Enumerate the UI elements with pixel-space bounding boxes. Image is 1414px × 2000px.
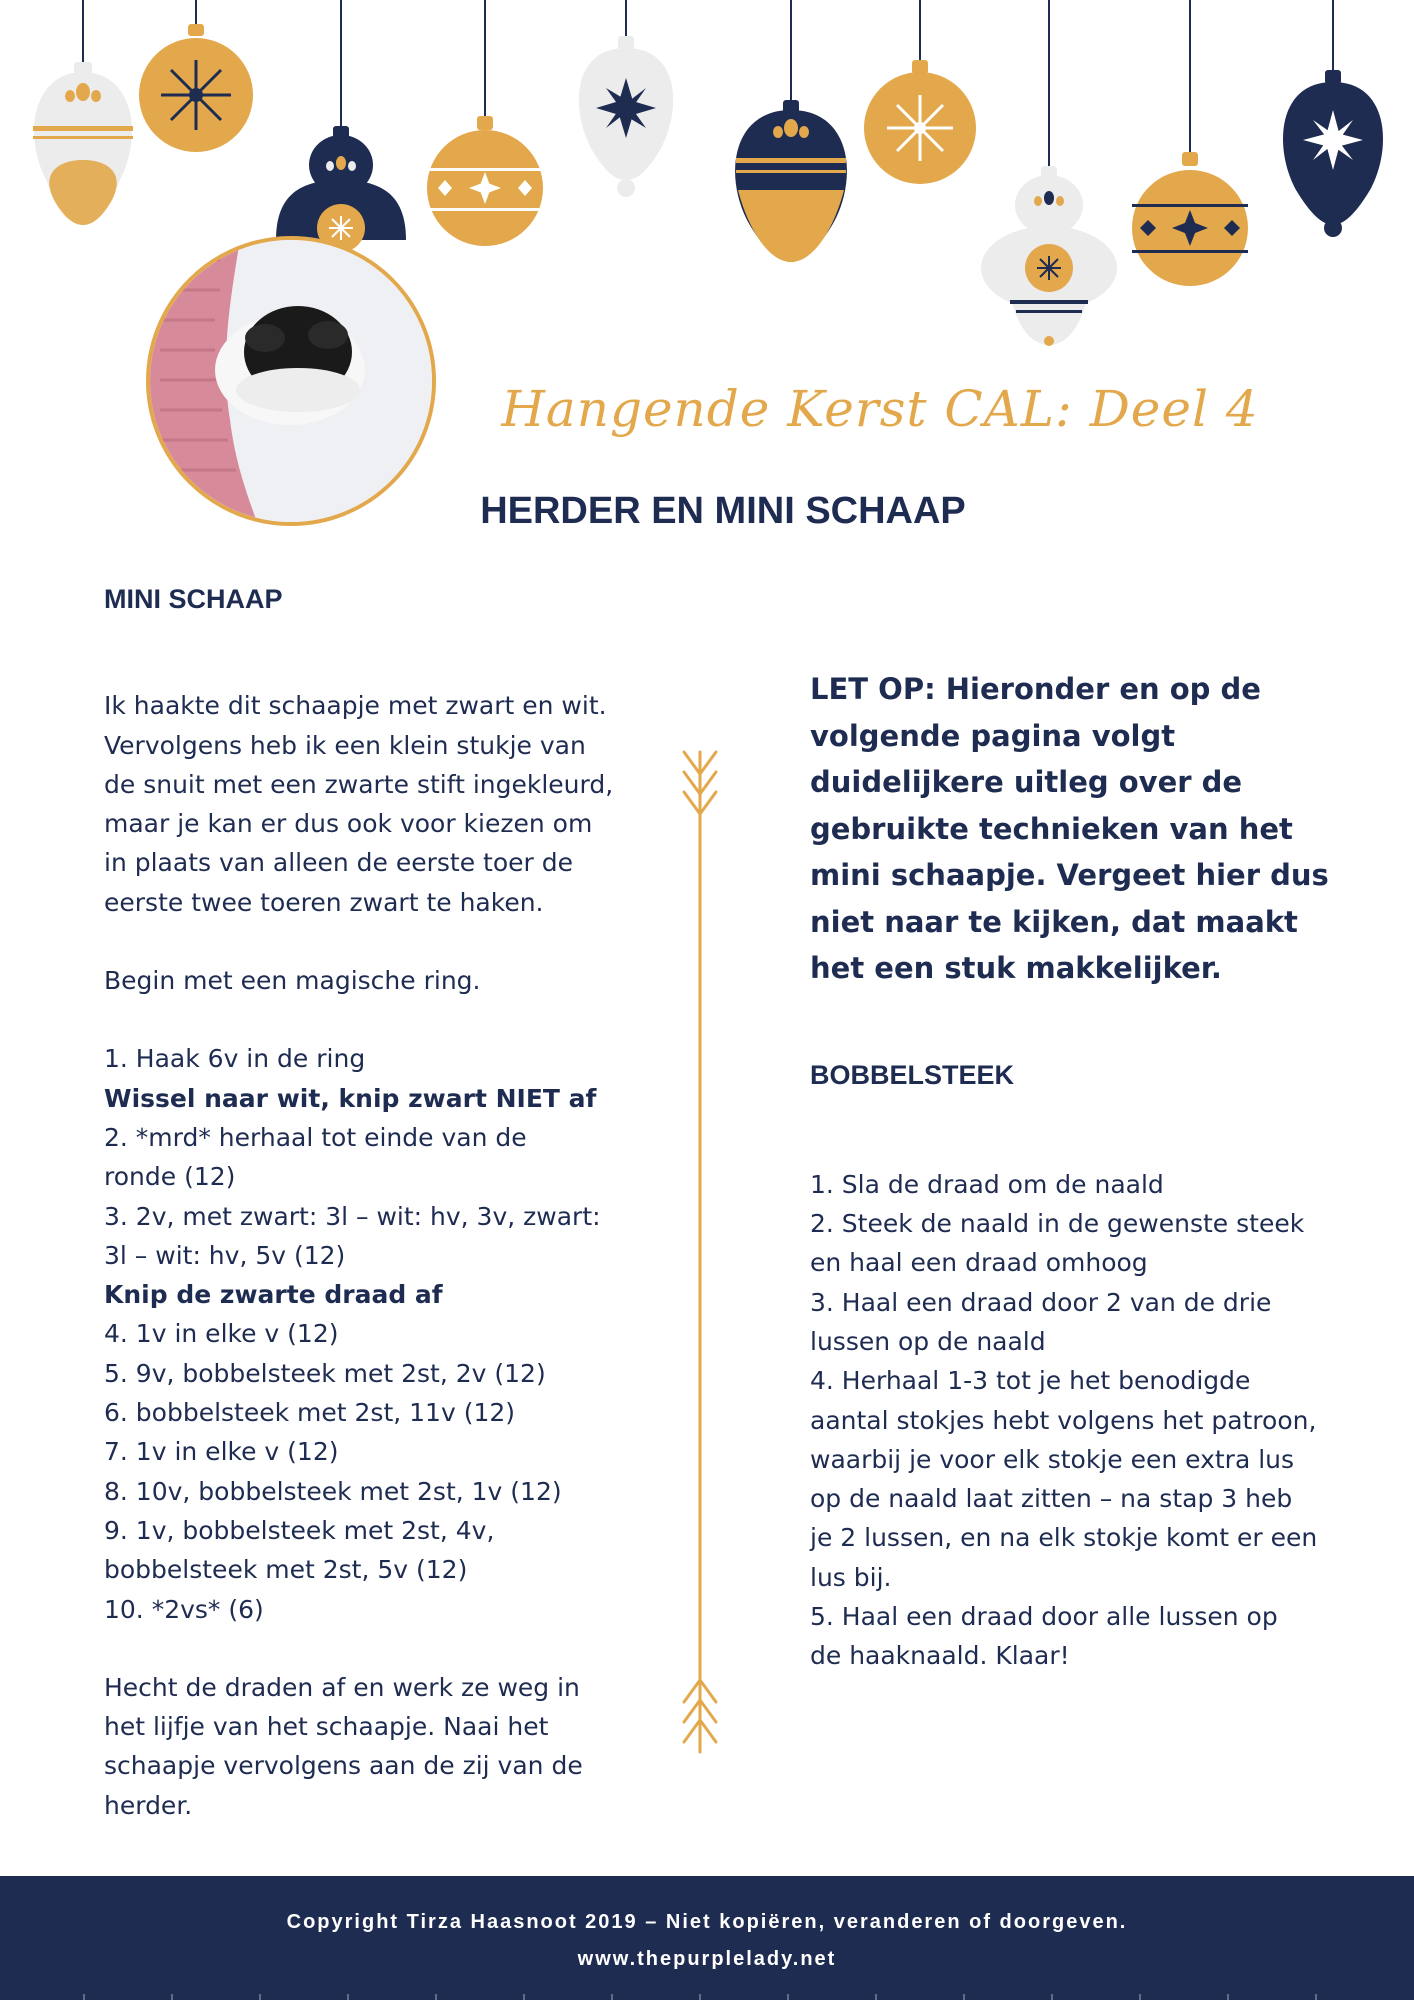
warning-line: volgende pagina volgt [810, 718, 1176, 753]
left-column [104, 580, 624, 1825]
text-line: eerste twee toeren zwart te haken. [104, 887, 544, 917]
footer [0, 1876, 1414, 2000]
ornament-gold-snowflake [139, 24, 253, 152]
step-line: waarbij je voor elk stokje een extra lus [810, 1444, 1295, 1474]
step-line: 3l – wit: hv, 5v (12) [104, 1240, 346, 1270]
step-line: je 2 lussen, en na elk stokje komt er een [810, 1523, 1318, 1553]
sheep-photo-image [150, 240, 436, 526]
step-line: op de naald laat zitten – na stap 3 heb [810, 1484, 1293, 1514]
ornament-gold-round [427, 116, 543, 246]
sheep-photo [146, 236, 436, 526]
text-line: in plaats van alleen de eerste toer de [104, 848, 573, 878]
step-line: 8. 10v, bobbelsteek met 2st, 1v (12) [104, 1476, 562, 1506]
step-line: aantal stokjes hebt volgens het patroon, [810, 1405, 1317, 1435]
step-line: ronde (12) [104, 1162, 236, 1192]
text-line: maar je kan er dus ook voor kiezen om [104, 809, 593, 839]
step-line: 5. 9v, bobbelsteek met 2st, 2v (12) [104, 1358, 546, 1388]
step-line: Wissel naar wit, knip zwart NIET af [104, 1083, 597, 1113]
step-line: lussen op de naald [810, 1326, 1046, 1356]
step-line: 4. 1v in elke v (12) [104, 1319, 339, 1349]
copyright-text: Copyright Tirza Haasnoot 2019 – Niet kopiëren, veranderen of doorgeven. [286, 1911, 1128, 1933]
step-line: 6. bobbelsteek met 2st, 11v (12) [104, 1398, 516, 1428]
ornament-white-egg [33, 62, 133, 225]
step-line: 7. 1v in elke v (12) [104, 1437, 339, 1467]
ornament-white-drop [579, 36, 673, 197]
text-line: Ik haakte dit schaapje met zwart en wit. [104, 691, 607, 721]
warning-line: niet naar te kijken, dat maakt [810, 904, 1298, 939]
section-heading-bobbelsteek: BOBBELSTEEK [810, 1059, 1015, 1090]
text-line: het lijfje van het schaapje. Naai het [104, 1712, 549, 1742]
step-line: de haaknaald. Klaar! [810, 1641, 1070, 1671]
step-line: 1. Sla de draad om de naald [810, 1169, 1164, 1199]
step-line: en haal een draad omhoog [810, 1248, 1148, 1278]
step-line: 5. Haal een draad door alle lussen op [810, 1602, 1278, 1632]
step-line: Knip de zwarte draad af [104, 1280, 443, 1310]
footer-tick-marks [0, 1994, 1414, 2000]
step-line: 10. *2vs* (6) [104, 1594, 264, 1624]
text-line: Vervolgens heb ik een klein stukje van [104, 730, 586, 760]
begin-text: Begin met een magische ring. [104, 966, 481, 996]
page-title: HERDER EN MINI SCHAAP [480, 490, 966, 532]
step-line: 2. Steek de naald in de gewenste steek [810, 1209, 1305, 1239]
footer-url[interactable]: www.thepurplelady.net [577, 1948, 837, 1970]
text-line: Hecht de draden af en werk ze weg in [104, 1672, 580, 1702]
warning-line: mini schaapje. Vergeet hier dus [810, 858, 1329, 892]
warning-note [810, 666, 1330, 992]
script-title: Hangende Kerst CAL: Deel 4 [501, 380, 1259, 438]
step-line: 2. *mrd* herhaal tot einde van de [104, 1122, 527, 1152]
text-line: de snuit met een zwarte stift ingekleurd, [104, 769, 614, 799]
ornament-gold-white-snowflake [864, 60, 976, 184]
step-line: 3. 2v, met zwart: 3l – wit: hv, 3v, zwart: [104, 1201, 601, 1231]
step-line: lus bij. [810, 1562, 892, 1592]
ornament-navy-drop [1283, 70, 1383, 237]
ornament-navy-egg [735, 100, 847, 262]
warning-line: LET OP: Hieronder en op de [810, 672, 1261, 706]
warning-line: duidelijkere uitleg over de [810, 765, 1243, 799]
arrow-divider [680, 742, 720, 1762]
warning-line: het een stuk makkelijker. [810, 951, 1222, 985]
step-line: 3. Haal een draad door 2 van de drie [810, 1287, 1272, 1317]
bobbelsteek-steps [810, 1165, 1330, 1676]
text-line: schaapje vervolgens aan de zij van de [104, 1751, 583, 1781]
outro-paragraph [104, 1668, 624, 1825]
intro-paragraph [104, 686, 624, 922]
step-line: 4. Herhaal 1-3 tot je het benodigde [810, 1366, 1251, 1396]
text-line: herder. [104, 1790, 193, 1820]
ornament-navy-bell [276, 126, 406, 252]
step-line: 9. 1v, bobbelsteek met 2st, 4v, [104, 1515, 495, 1545]
pattern-steps [104, 1039, 624, 1628]
step-line: bobbelsteek met 2st, 5v (12) [104, 1555, 468, 1585]
right-column [810, 666, 1330, 1676]
ornament-gold-pattern [1132, 152, 1248, 286]
step-line: 1. Haak 6v in de ring [104, 1044, 366, 1074]
ornament-white-lantern [981, 166, 1117, 346]
section-heading-mini-schaap: MINI SCHAAP [104, 584, 283, 614]
warning-line: gebruikte technieken van het [810, 811, 1293, 846]
